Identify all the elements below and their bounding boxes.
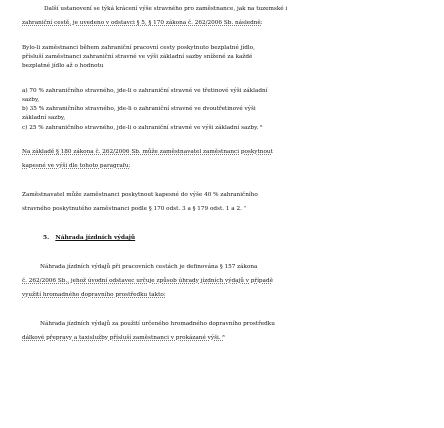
paragraph-intro-line-2: zahraniční cestě, je uvedeno v odstavci § 5, § 170 zákona č. 262/2006 Sb. následně: <box>22 20 263 26</box>
paragraph-pocket-money-line-1: Na základě § 180 zákona č. 262/2006 Sb. může zaměstnavatel zaměstnanci poskytnout <box>22 149 273 155</box>
paragraph-intro-line-1: Další ustanovení se týká krácení výše stravného pro zaměstnance, jak na tuzemské i <box>44 6 288 12</box>
quote-travel-line-2: dálkové přepravy a taxislužby přísluší zaměstnanci v prokázané výši. ⁸ <box>22 335 225 341</box>
list-item-b-line-1: b) 35 % zahraničního stravného, jde-li o zahraniční stravné ve dvoutřetinové výši <box>22 106 256 112</box>
quote-travel-line-1: Náhrada jízdních výdajů za použití určeného hromadného dopravního prostředku <box>40 321 275 327</box>
quote-line-2: přísluší zaměstnanci zahraniční stravné ve výši základní sazby snížené za každé <box>22 54 253 60</box>
paragraph-travel-line-3: využití hromadného dopravního prostředku takto: <box>22 292 166 298</box>
list-item-c: c) 25 % zahraničního stravného, jde-li o zahraniční stravné ve výši základní sazby. ⁶ <box>22 125 263 131</box>
section-number: 5. <box>43 234 50 241</box>
list-item-a-line-2: sazby, <box>22 97 40 103</box>
list-item-b-line-2: základní sazby, <box>22 115 66 121</box>
quote-pocket-money-line-1: Zaměstnavatel může zaměstnanci poskytnout kapesné do výše 40 % zahraničního <box>22 192 258 198</box>
paragraph-travel-line-2: č. 262/2006 Sb., jehož úvodní odstavec určuje způsob úhrady jízdních výdajů v případě <box>22 278 273 284</box>
list-item-a-line-1: a) 70 % zahraničního stravného, jde-li o zahraniční stravné ve třetinové výši základní <box>22 88 268 94</box>
section-title: Náhrada jízdních výdajů <box>55 234 136 241</box>
paragraph-travel-line-1: Náhrada jízdních výdajů při pracovních cestách je definována § 157 zákona <box>40 264 258 270</box>
quote-line-3: bezplatné jídlo až o hodnotu <box>22 63 104 69</box>
paragraph-pocket-money-line-2: kapesné ve výši dle tohoto paragrafu: <box>22 163 131 169</box>
section-heading <box>43 234 135 241</box>
quote-line-1: Bylo-li zaměstnanci během zahraniční pracovní cesty poskytnuto bezplatné jídlo, <box>22 45 255 51</box>
quote-pocket-money-line-2: stravného poskytnutého zaměstnanci podle § 170 odst. 3 a § 179 odst. 1 a 2. ⁷ <box>22 206 246 212</box>
